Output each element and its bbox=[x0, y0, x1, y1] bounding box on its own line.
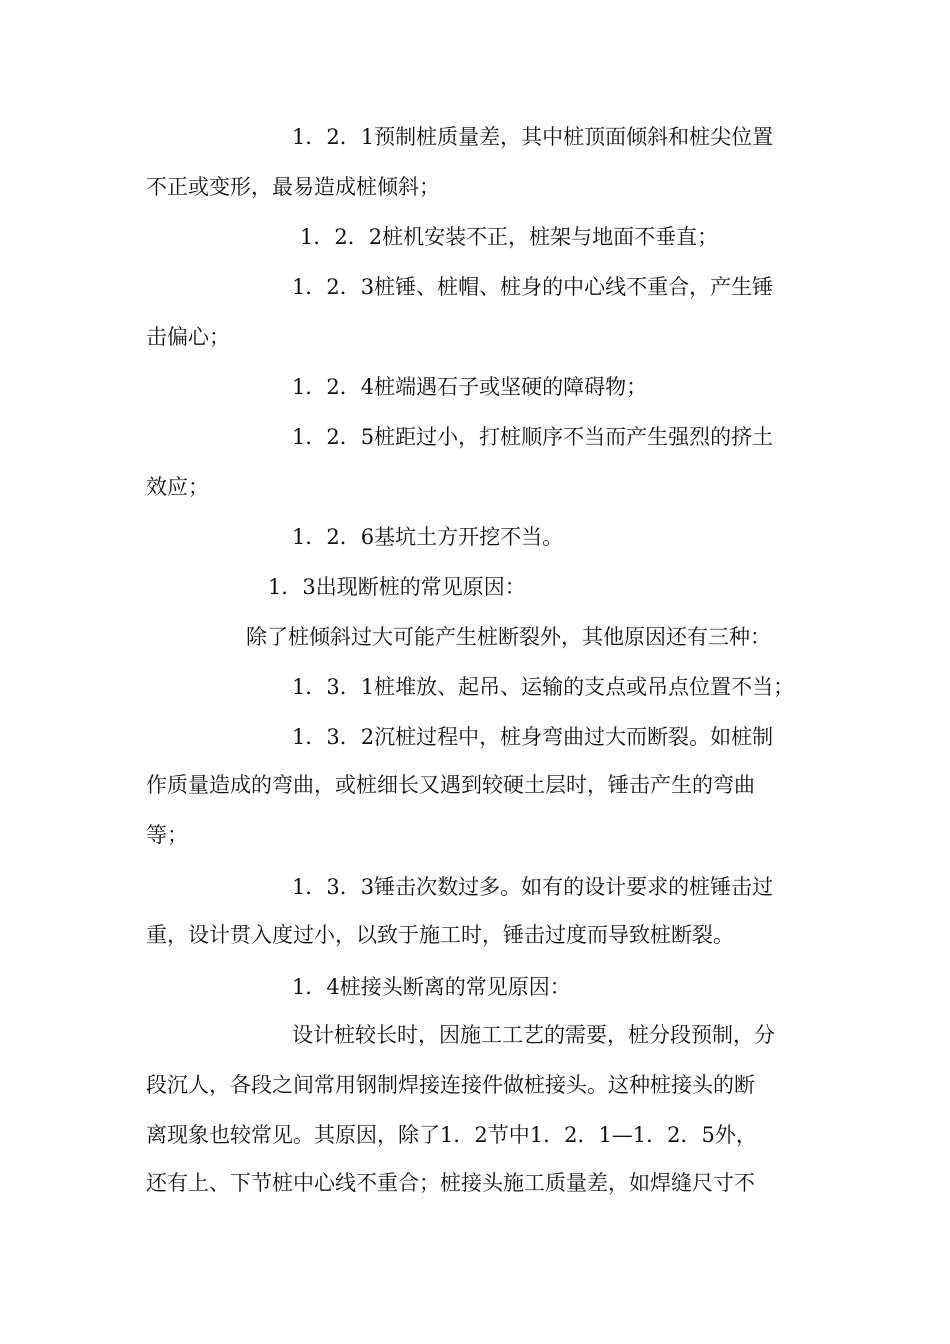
text-line-1-3-2-cont-b: 等； bbox=[146, 823, 188, 847]
text-line-1-3-3: 1．3．3锤击次数过多。如有的设计要求的桩锤击过 bbox=[292, 875, 774, 899]
text-line-1-2-5-cont: 效应； bbox=[146, 475, 209, 499]
text-line-1-2-6: 1．2．6基坑土方开挖不当。 bbox=[292, 525, 564, 549]
text-line-1-2-2: 1．2．2桩机安装不正，桩架与地面不垂直； bbox=[300, 225, 719, 249]
text-line-1-3-intro: 除了桩倾斜过大可能产生桩断裂外，其他原因还有三种： bbox=[246, 625, 771, 649]
text-line-1-3-1: 1．3．1桩堆放、起吊、运输的支点或吊点位置不当； bbox=[292, 675, 795, 699]
section-heading-1-4: 1．4桩接头断离的常见原因： bbox=[292, 975, 571, 999]
text-line-1-3-3-cont: 重，设计贯入度过小，以致于施工时，锤击过度而导致桩断裂。 bbox=[146, 923, 734, 947]
text-line-1-4-para-d: 还有上、下节桩中心线不重合；桩接头施工质量差，如焊缝尺寸不 bbox=[146, 1171, 755, 1195]
text-line-1-2-3: 1．2．3桩锤、桩帽、桩身的中心线不重合，产生锤 bbox=[292, 275, 774, 299]
text-line-1-2-5: 1．2．5桩距过小，打桩顺序不当而产生强烈的挤土 bbox=[292, 425, 774, 449]
text-line-1-3-2-cont-a: 作质量造成的弯曲，或桩细长又遇到较硬土层时，锤击产生的弯曲 bbox=[146, 773, 755, 797]
text-line-1-3-2: 1．3．2沉桩过程中，桩身弯曲过大而断裂。如桩制 bbox=[292, 725, 774, 749]
text-line-1-4-para-b: 段沉人，各段之间常用钢制焊接连接件做桩接头。这种桩接头的断 bbox=[146, 1073, 755, 1097]
section-heading-1-3: 1．3出现断桩的常见原因： bbox=[268, 575, 526, 599]
text-line-1-4-para-c: 离现象也较常见。其原因，除了1．2节中1．2．1—1．2．5外， bbox=[146, 1123, 757, 1147]
text-line-1-2-3-cont: 击偏心； bbox=[146, 325, 230, 349]
text-line-1-2-1-cont: 不正或变形，最易造成桩倾斜； bbox=[146, 175, 440, 199]
text-line-1-2-4: 1．2．4桩端遇石子或坚硬的障碍物； bbox=[292, 375, 648, 399]
text-line-1-4-para-a: 设计桩较长时，因施工工艺的需要，桩分段预制，分 bbox=[292, 1023, 775, 1047]
text-line-1-2-1: 1．2．1预制桩质量差，其中桩顶面倾斜和桩尖位置 bbox=[292, 125, 774, 149]
